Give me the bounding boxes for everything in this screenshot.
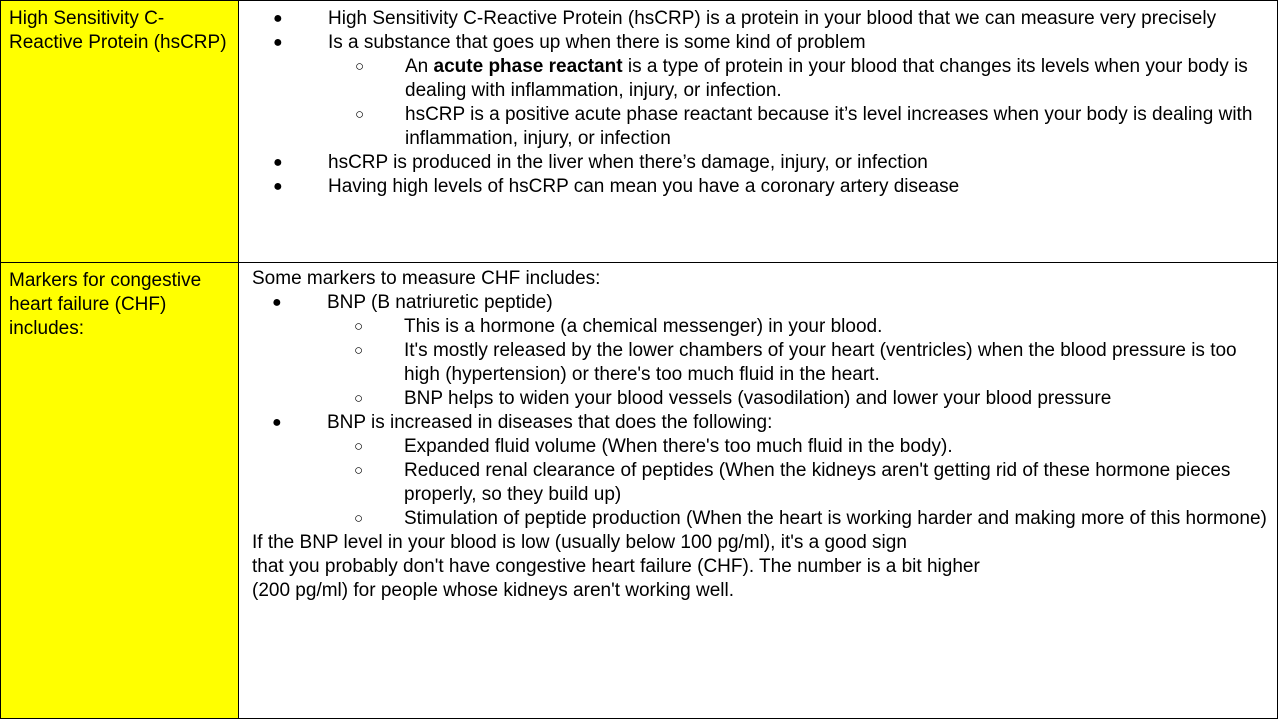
- list-item: ○ Expanded fluid volume (When there's too much fluid in the body).: [354, 436, 953, 457]
- outro-line: (200 pg/ml) for people whose kidneys aren't working well.: [252, 580, 735, 601]
- list-item: ● BNP is increased in diseases that does the following:: [272, 412, 773, 433]
- list-item: ○ It's mostly released by the lower chambers of your heart (ventricles) when the blood pressure is too high (hypertension) or there's too much fluid in the heart.: [354, 340, 1237, 385]
- sub-bullet-list: [252, 315, 1269, 411]
- row-content-hscrp: [239, 1, 1278, 263]
- list-item: ○ An acute phase reactant is a type of protein in your blood that changes its levels when your body is dealing with inflammation, injury, or infection.: [355, 56, 1248, 101]
- bullet-icon: ●: [273, 154, 283, 171]
- bold-term: acute phase reactant: [433, 56, 623, 77]
- table-row: [1, 263, 1278, 719]
- list-item: ○ Reduced renal clearance of peptides (When the kidneys aren't getting rid of these hormone pieces properly, so they build up): [354, 460, 1231, 505]
- circle-bullet-icon: ○: [354, 462, 364, 479]
- circle-bullet-icon: ○: [354, 438, 364, 455]
- bullet-list: [253, 151, 1269, 199]
- circle-bullet-icon: ○: [354, 342, 364, 359]
- bullet-list: [252, 411, 1269, 435]
- row-label-text: High Sensitivity C-Reactive Protein (hsCRP): [9, 8, 227, 53]
- bullet-icon: ●: [272, 294, 282, 311]
- list-item: ● hsCRP is produced in the liver when there’s damage, injury, or infection: [273, 152, 928, 173]
- list-item: ○ hsCRP is a positive acute phase reactant because it’s level increases when your body is dealing with inflammation, injury, or infection: [355, 104, 1253, 149]
- circle-bullet-icon: ○: [354, 318, 364, 335]
- sub-bullet-list: [252, 435, 1269, 531]
- list-item: ○ Stimulation of peptide production (When the heart is working harder and making more of this hormone): [354, 508, 1267, 529]
- circle-bullet-icon: ○: [354, 510, 364, 527]
- outro-line: If the BNP level in your blood is low (usually below 100 pg/ml), it's a good sign: [252, 532, 907, 553]
- circle-bullet-icon: ○: [355, 106, 365, 123]
- list-item: ● Is a substance that goes up when there is some kind of problem: [273, 32, 866, 53]
- circle-bullet-icon: ○: [354, 390, 364, 407]
- bullet-icon: ●: [272, 414, 282, 431]
- row-label-hscrp: [1, 1, 239, 263]
- table-row: [1, 1, 1278, 263]
- list-item: ○ BNP helps to widen your blood vessels (vasodilation) and lower your blood pressure: [354, 388, 1112, 409]
- row-label-text: Markers for congestive heart failure (CHF) includes:: [9, 270, 202, 339]
- bullet-list: [253, 7, 1269, 55]
- outro-line: that you probably don't have congestive heart failure (CHF). The number is a bit higher: [252, 556, 980, 577]
- circle-bullet-icon: ○: [355, 58, 365, 75]
- row-content-chf: [239, 263, 1278, 719]
- bullet-icon: ●: [273, 178, 283, 195]
- list-item: ○ This is a hormone (a chemical messenger) in your blood.: [354, 316, 883, 337]
- list-item: ● Having high levels of hsCRP can mean you have a coronary artery disease: [273, 176, 960, 197]
- row-label-chf: [1, 263, 239, 719]
- bullet-list: [252, 291, 1269, 315]
- list-item: ● BNP (B natriuretic peptide): [272, 292, 553, 313]
- intro-text: Some markers to measure CHF includes:: [252, 268, 601, 289]
- bullet-icon: ●: [273, 34, 283, 51]
- sub-bullet-list: [253, 55, 1269, 151]
- bullet-icon: ●: [273, 10, 283, 27]
- list-item: ● High Sensitivity C-Reactive Protein (hsCRP) is a protein in your blood that we can measure very precisely: [273, 8, 1217, 29]
